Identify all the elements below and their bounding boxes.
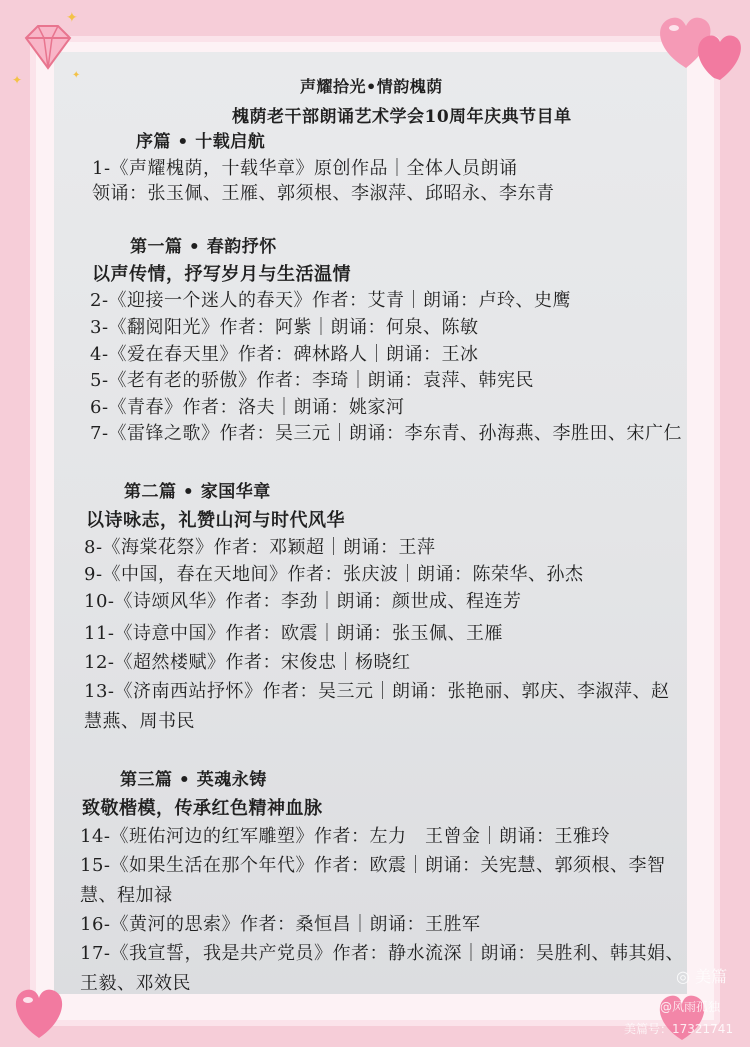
svg-text:✦: ✦ xyxy=(66,10,78,26)
program-item: 1-《声耀槐荫，十载华章》原创作品｜全体人员朗诵 xyxy=(92,158,518,179)
section-subtitle: 以声传情，抒写岁月与生活温情 xyxy=(92,264,351,285)
watermark-author: @风雨孤独 xyxy=(660,1000,721,1014)
program-item: 5-《老有老的骄傲》作者：李琦｜朗诵：袁萍、韩宪民 xyxy=(90,370,535,391)
program-item: 2-《迎接一个迷人的春天》作者：艾青｜朗诵：卢玲、史鹰 xyxy=(90,290,572,311)
section-heading: 序篇 • 十载启航 xyxy=(136,132,266,152)
section-heading: 第一篇 • 春韵抒怀 xyxy=(130,237,277,257)
program-item: 7-《雷锋之歌》作者：吴三元｜朗诵：李东青、孙海燕、李胜田、宋广仁 xyxy=(90,423,683,444)
program-item: 11-《诗意中国》作者：欧震｜朗诵：张玉佩、王雁 xyxy=(84,623,503,644)
diamond-icon xyxy=(8,8,88,88)
program-item: 3-《翻阅阳光》作者：阿紫｜朗诵：何泉、陈敏 xyxy=(90,317,479,338)
program-item: 15-《如果生活在那个年代》作者：欧震｜朗诵：关宪慧、郭须根、李智 xyxy=(80,855,666,876)
section-heading: 第三篇 • 英魂永铸 xyxy=(120,770,267,790)
watermark-id: 美篇号：17321741 xyxy=(624,1022,734,1036)
program-subtitle: 槐荫老干部朗诵艺术学会10周年庆典节目单 xyxy=(232,107,572,127)
svg-text:✦: ✦ xyxy=(72,70,81,81)
meipian-logo-icon: ◎ xyxy=(676,967,690,986)
program-title: 声耀拾光•情韵槐荫 xyxy=(300,77,443,96)
hearts-icon xyxy=(650,4,746,84)
program-item: 6-《青春》作者：洛夫｜朗诵：姚家河 xyxy=(90,397,405,418)
watermark-brand: ◎ 美篇 xyxy=(676,967,728,986)
program-item: 8-《海棠花祭》作者：邓颖超｜朗诵：王萍 xyxy=(84,537,436,558)
program-item: 领诵：张玉佩、王雁、郭须根、李淑萍、邱昭永、李东青 xyxy=(92,183,555,204)
program-item: 12-《超然楼赋》作者：宋俊忠｜杨晓红 xyxy=(84,652,411,673)
program-item: 13-《济南西站抒怀》作者：吴三元｜朗诵：张艳丽、郭庆、李淑萍、赵 xyxy=(84,681,670,702)
section-subtitle: 以诗咏志，礼赞山河与时代风华 xyxy=(86,510,345,531)
section-subtitle: 致敬楷模，传承红色精神血脉 xyxy=(82,798,323,819)
program-item: 14-《班佑河边的红军雕塑》作者：左力 王曾金｜朗诵：王雅玲 xyxy=(80,826,610,847)
program-item-continued: 王毅、邓效民 xyxy=(80,973,191,994)
program-item-continued: 慧燕、周书民 xyxy=(84,711,195,732)
program-item: 9-《中国，春在天地间》作者：张庆波｜朗诵：陈荣华、孙杰 xyxy=(84,564,584,585)
program-item: 17-《我宣誓，我是共产党员》作者：静水流深｜朗诵：吴胜利、韩其娟、 xyxy=(80,943,684,964)
program-sheet xyxy=(54,52,687,994)
program-item: 4-《爱在春天里》作者：碑林路人｜朗诵：王冰 xyxy=(90,344,479,365)
heart-icon xyxy=(4,980,74,1044)
program-item-continued: 慧、程加禄 xyxy=(80,885,173,906)
section-heading: 第二篇 • 家国华章 xyxy=(124,482,271,502)
svg-text:✦: ✦ xyxy=(12,73,23,87)
program-item: 10-《诗颂风华》作者：李劲｜朗诵：颜世成、程连芳 xyxy=(84,591,522,612)
program-item: 16-《黄河的思索》作者：桑恒昌｜朗诵：王胜军 xyxy=(80,914,481,935)
